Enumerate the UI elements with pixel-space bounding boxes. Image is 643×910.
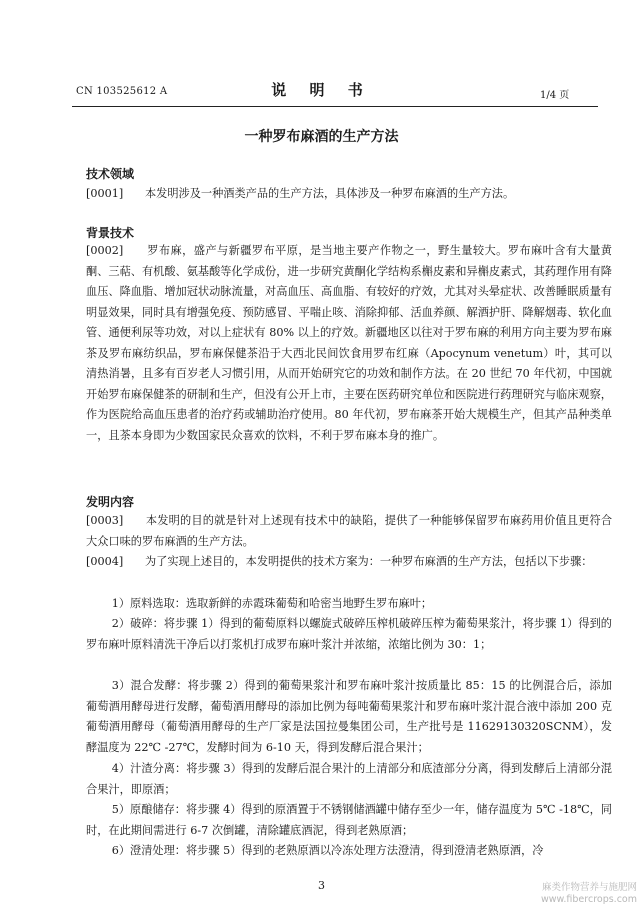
publication-number: CN 103525612 A — [76, 86, 168, 97]
paragraph-id: [0002] — [86, 244, 124, 257]
document-title: 一种罗布麻酒的生产方法 — [244, 129, 399, 145]
step-1: 1）原料选取：选取新鲜的赤霞珠葡萄和哈密当地野生罗布麻叶； — [111, 597, 433, 610]
paragraph-0004 — [86, 552, 612, 573]
page-number: 3 — [318, 879, 325, 892]
paragraph-0002 — [86, 241, 612, 446]
watermark — [541, 882, 637, 906]
paragraph-text: 罗布麻，盛产与新疆罗布平原，是当地主要产作物之一，野生量较大。罗布麻叶含有大量黄酮、三萜、有机酸、氨基酸等化学成份，进一步研究黄酮化学结构系槲皮素和异槲皮素式，其药理作用有降血压、降血脂、增加冠状动脉流量，对高血压、高血脂、有较好的疗效，尤其对头晕症状、改善睡眠质量有明显效果，同时具有增强免疫、预防感冒、平喘止咳、消除抑郁、活血养颜、解酒护肝、降解烟毒、软化血管、通便利尿等功效，对以上症状有 80% 以上的疗效。新疆地区以往对于罗布麻的利用方向主要为罗布麻茶及罗布麻纺织品，罗布麻保健茶沿于大西北民间饮食用罗布红麻（Apocynum venetum）叶，其可以清热消暑，且多有百岁老人习惯引用，从而开始研究它的功效和制作方法。在 20 世纪 70 年代初，中国就开始罗布麻保健茶的研制和生产，但没有公开上市，主要在医药研究单位和医院进行药理研究与临床观察，作为医院给高血压患者的治疗药或辅助治疗使用。80 年代初，罗布麻茶开始大规模生产，但其产品种类单一，且茶本身即为少数国家民众喜欢的饮料，不利于罗布麻本身的推广。 — [86, 244, 612, 442]
paragraph-0003 — [86, 511, 612, 552]
paragraph-id: [0001] — [86, 187, 124, 200]
step-4: 4）汁渣分离：将步骤 3）得到的发酵后混合果汁的上清部分和底渣部分分离，得到发酵后上清部分混合果汁，即原酒； — [86, 762, 612, 796]
section-heading-background: 背景技术 — [86, 226, 135, 240]
watermark-line-1: 麻类作物营养与施肥网 — [541, 882, 637, 893]
paragraph-text: 本发明涉及一种酒类产品的生产方法，具体涉及一种罗布麻酒的生产方法。 — [144, 187, 515, 200]
page-indicator: 1/4 页 — [540, 90, 570, 101]
document-type-heading: 说 明 书 — [271, 81, 372, 99]
paragraph-text: 本发明的目的就是针对上述现有技术中的缺陷，提供了一种能够保留罗布麻药用价值且更符合大众口味的罗布麻酒的生产方法。 — [86, 514, 613, 548]
section-heading-invention: 发明内容 — [86, 495, 135, 509]
step-5: 5）原酿储存：将步骤 4）得到的原酒置于不锈钢储酒罐中储存至少一年，储存温度为 5℃ -18℃，同时，在此期间需进行 6-7 次倒罐，清除罐底酒泥，得到老熟原酒； — [86, 803, 612, 837]
paragraph-id: [0004] — [86, 555, 124, 568]
section-heading-tech-field: 技术领域 — [86, 167, 135, 181]
step-3: 3）混合发酵：将步骤 2）得到的葡萄果浆汁和罗布麻叶浆汁按质量比 85：15 的比例混合后，添加葡萄酒用酵母进行发酵，葡萄酒用酵母的添加比例为每吨葡萄果浆汁和罗布麻叶浆汁混合液中添加 200 克葡萄酒用酵母（葡萄酒用酵母的生产厂家是法国拉曼集团公司，生产批号是 11629130320SCNM），发酵温度为 22℃ -27℃，发酵时间为 6-10 天，得到发酵后混合果汁； — [86, 679, 612, 754]
step-2: 2）破碎：将步骤 1）得到的葡萄原料以螺旋式破碎压榨机破碎压榨为葡萄果浆汁，将步骤 1）得到的罗布麻叶原料清洗干净后以打浆机打成罗布麻叶浆汁并浓缩，浓缩比例为 30：1； — [86, 617, 612, 651]
header-divider — [72, 106, 598, 107]
paragraph-0001 — [86, 184, 612, 205]
paragraph-text: 为了实现上述目的，本发明提供的技术方案为：一种罗布麻酒的生产方法，包括以下步骤： — [144, 555, 593, 568]
watermark-line-2: www.fibercrops.com — [540, 894, 637, 905]
step-6: 6）澄清处理：将步骤 5）得到的老熟原酒以冷冻处理方法澄清，得到澄清老熟原酒，冷 — [111, 844, 544, 857]
paragraph-id: [0003] — [86, 514, 124, 527]
